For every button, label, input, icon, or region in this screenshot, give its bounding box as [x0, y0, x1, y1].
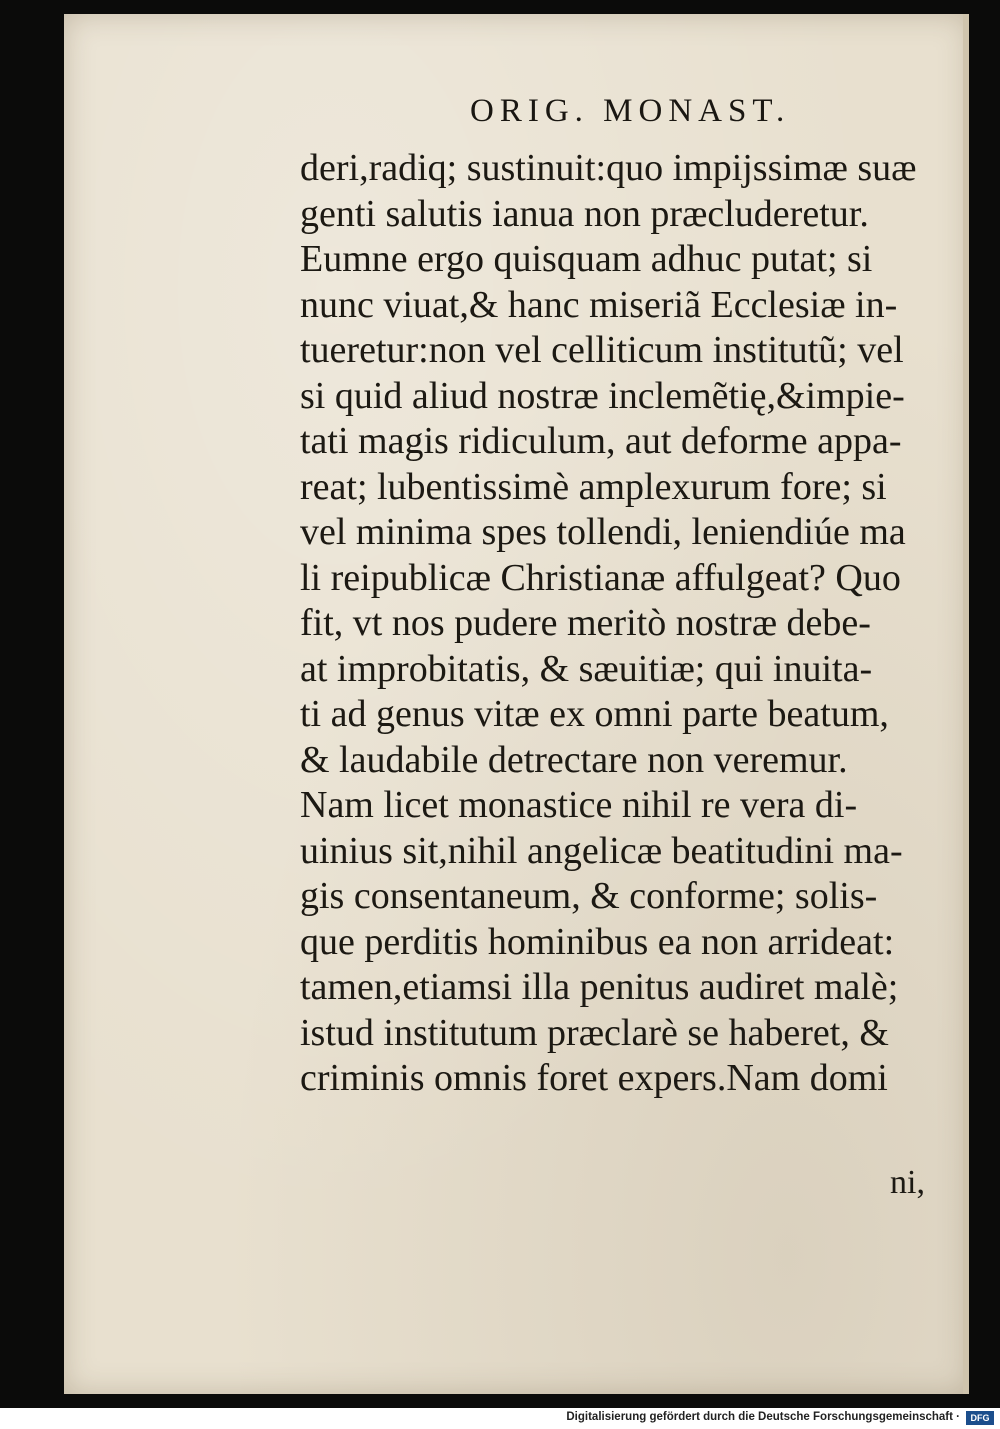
text-line: tati magis ridiculum, aut deforme appa-	[300, 420, 902, 462]
text-line: que perditis hominibus ea non arrideat:	[300, 920, 895, 963]
text-line: Eumne ergo quisquam adhuc putat; si	[300, 238, 873, 280]
text-line: deri,radiq; sustinuit:quo impijssimæ suæ	[300, 147, 917, 189]
text-line: Nam licet monastice nihil re vera di-	[300, 784, 858, 826]
text-block	[300, 146, 968, 1102]
text-line: criminis omnis foret expers.Nam domi	[300, 1057, 888, 1099]
running-head: ORIG. MONAST.	[470, 93, 791, 129]
text-line: tueretur:non vel celliticum institutũ; vel	[300, 329, 904, 371]
text-line: ti ad genus vitæ ex omni parte beatum,	[300, 693, 889, 735]
text-line: li reipublicæ Christianæ affulgeat? Quo	[300, 556, 901, 599]
text-line: nunc viuat,& hanc miseriã Ecclesiæ in-	[300, 283, 898, 326]
text-line: gis consentaneum, & conforme; solis-	[300, 875, 878, 917]
text-line: vel minima spes tollendi, leniendiúe ma	[300, 511, 906, 553]
text-line: genti salutis ianua non præcluderetur.	[300, 192, 869, 235]
text-line: fit, vt nos pudere meritò nostræ debe-	[300, 602, 871, 644]
text-line: uinius sit,nihil angelicæ beatitudini ma-	[300, 829, 903, 872]
text-line: at improbitatis, & sæuitiæ; qui inuita-	[300, 647, 873, 690]
catchword: ni,	[890, 1164, 925, 1201]
funding-credit: Digitalisierung gefördert durch die Deutsche Forschungsgemeinschaft ·	[566, 1411, 960, 1423]
text-line: tamen,etiamsi illa penitus audiret malè;	[300, 966, 899, 1008]
footer-bar	[0, 1408, 1000, 1429]
text-line: istud institutum præclarè se haberet, &	[300, 1011, 889, 1054]
text-line: reat; lubentissimè amplexurum fore; si	[300, 465, 887, 508]
text-line: si quid aliud nostræ inclemẽtię,&impie-	[300, 374, 905, 417]
dfg-logo[interactable]: DFG	[966, 1411, 994, 1425]
text-line: & laudabile detrectare non veremur.	[300, 738, 848, 781]
